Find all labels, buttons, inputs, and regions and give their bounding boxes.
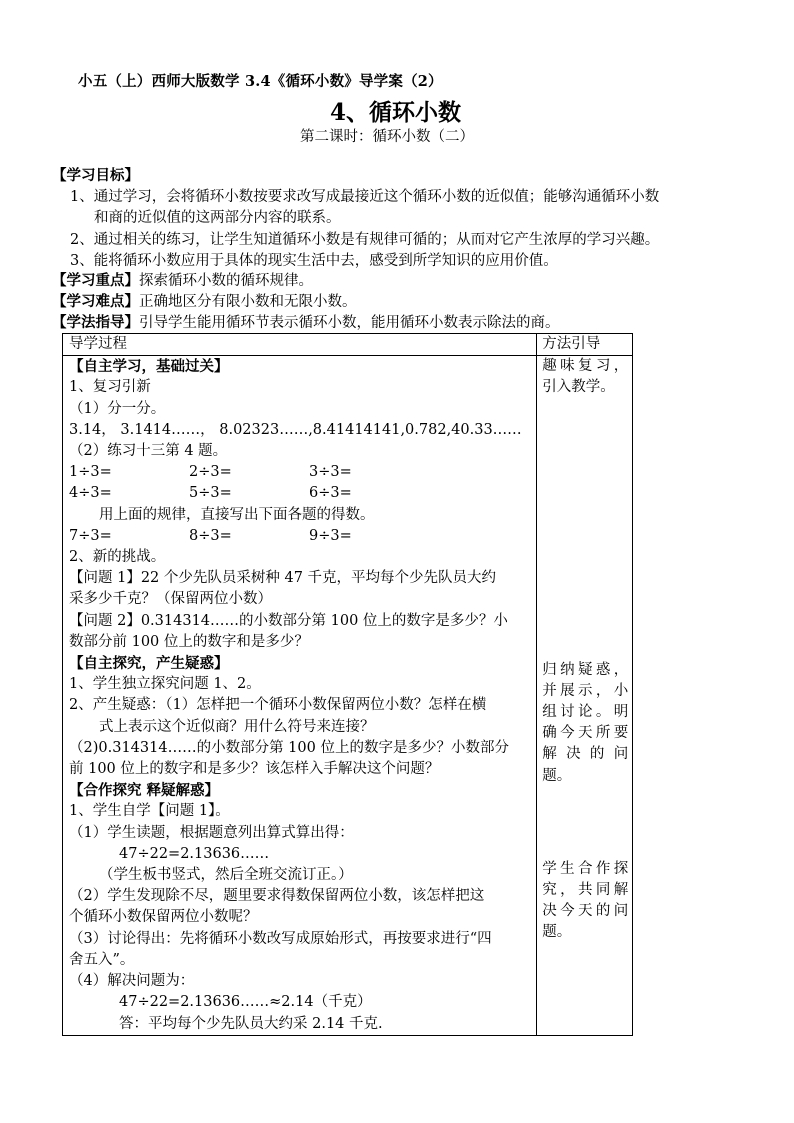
question-2-line2: 数部分前 100 位上的数字和是多少？ <box>69 633 309 650</box>
calc-row-1: 1÷3= 2÷3= 3÷3= <box>69 464 352 481</box>
table-header-row <box>63 334 633 356</box>
method-note-1: 趣味复习，引入教学。 <box>542 358 629 396</box>
section3-line9: （4）解决问题为： <box>69 973 195 990</box>
question-1-line2: 采多少千克？（保留两位小数） <box>69 591 272 608</box>
objectives-label: 【学习目标】 <box>52 167 139 184</box>
section3-line4: （学生板书竖式，然后全班交流订正。） <box>99 867 353 884</box>
section3-line3: 47÷22=2.13636…… <box>119 845 270 862</box>
section2-line4: （2)0.314314……的小数部分第 100 位上的数字是多少？小数部分 <box>69 739 509 756</box>
sub2: （2）练习十三第 4 题。 <box>69 443 228 460</box>
section2-line2: 2、产生疑惑：（1）怎样把一个循环小数保留两位小数？怎样在横 <box>69 697 487 714</box>
key-point-text: 探索循环小数的循环规律。 <box>139 273 313 289</box>
section2-line5: 前 100 位上的数字和是多少？该怎样入手解决这个问题？ <box>69 761 440 778</box>
section3-line2: （1）学生读题，根据题意列出算式算出得： <box>69 824 354 841</box>
chapter-title: 4、循环小数 <box>330 99 462 126</box>
section3-line1: 1、学生自学【问题 1】。 <box>69 803 230 820</box>
difficulty-label: 【学习难点】 <box>52 293 139 310</box>
review-heading: 1、复习引新 <box>69 379 151 396</box>
sub1: （1）分一分。 <box>69 400 166 417</box>
header-process: 导学过程 <box>63 334 537 356</box>
lesson-title: 第二课时：循环小数（二） <box>300 129 474 145</box>
objective-2: 2、通过相关的练习，让学生知道循环小数是有规律可循的；从而对它产生浓厚的学习兴趣。 <box>70 232 660 248</box>
method-guidance <box>52 313 560 333</box>
objective-1-cont: 和商的近似值的这两部分内容的联系。 <box>94 210 341 226</box>
method-note-2: 归纳疑惑，并展示，小组讨论。明确今天所要解决的问题。 <box>542 661 629 784</box>
section3-line6: 个循环小数保留两位小数呢？ <box>69 909 258 926</box>
rule-text: 用上面的规律，直接写出下面各题的得数。 <box>99 506 375 523</box>
section2-title: 【自主探究，产生疑惑】 <box>69 655 229 673</box>
guide-table <box>62 333 633 1036</box>
calc-row-2: 4÷3= 5÷3= 6÷3= <box>69 485 352 502</box>
calc-row-3: 7÷3= 8÷3= 9÷3= <box>69 527 352 544</box>
document-header-title: 小五（上）西师大版数学 3.4《循环小数》导学案（2） <box>78 73 443 90</box>
objective-1: 1、通过学习，会将循环小数按要求改写成最接近这个循环小数的近似值；能够沟通循环小数 <box>70 189 660 205</box>
difficulty-text: 正确地区分有限小数和无限小数。 <box>139 294 357 310</box>
section2-line1: 1、学生独立探究问题 1、2。 <box>69 676 261 693</box>
key-point-label: 【学习重点】 <box>52 272 139 289</box>
section3-line11: 答：平均每个少先队员大约采 2.14 千克. <box>119 1015 383 1032</box>
key-point <box>52 271 313 291</box>
section3-line5: （2）学生发现除不尽，题里要求得数保留两位小数，该怎样把这 <box>69 888 485 905</box>
question-2-line1: 【问题 2】0.314314……的小数部分第 100 位上的数字是多少？小 <box>69 612 508 629</box>
method-text: 引导学生能用循环节表示循环小数，能用循环小数表示除法的商。 <box>139 315 560 331</box>
section3-line8: 舍五入”。 <box>69 951 135 968</box>
method-cell <box>537 356 633 1036</box>
process-cell <box>63 356 537 1036</box>
difficulty <box>52 292 357 312</box>
section2-line3: 式上表示这个近似商？用什么符号来连接？ <box>99 718 375 735</box>
header-method: 方法引导 <box>537 334 633 356</box>
table-body-row <box>63 356 633 1036</box>
question-1-line1: 【问题 1】22 个少先队员采树种 47 千克，平均每个少先队员大约 <box>69 570 497 587</box>
section3-line7: （3）讨论得出：先将循环小数改写成原始形式，再按要求进行“四 <box>69 930 492 947</box>
section3-line10: 47÷22=2.13636……≈2.14（千克） <box>119 994 372 1011</box>
method-note-3: 学生合作探究，共同解决今天的问题。 <box>542 860 629 941</box>
section3-title: 【合作探究 释疑解惑】 <box>69 782 220 800</box>
objective-3: 3、能将循环小数应用于具体的现实生活中去，感受到所学知识的应用价值。 <box>70 253 558 269</box>
numbers-list: 3.14， 3.1414……， 8.02323……,8.41414141,0.782,40.33…… <box>69 421 522 438</box>
challenge-heading: 2、新的挑战。 <box>69 549 166 566</box>
section1-title: 【自主学习，基础过关】 <box>69 358 229 376</box>
method-label: 【学法指导】 <box>52 314 139 331</box>
